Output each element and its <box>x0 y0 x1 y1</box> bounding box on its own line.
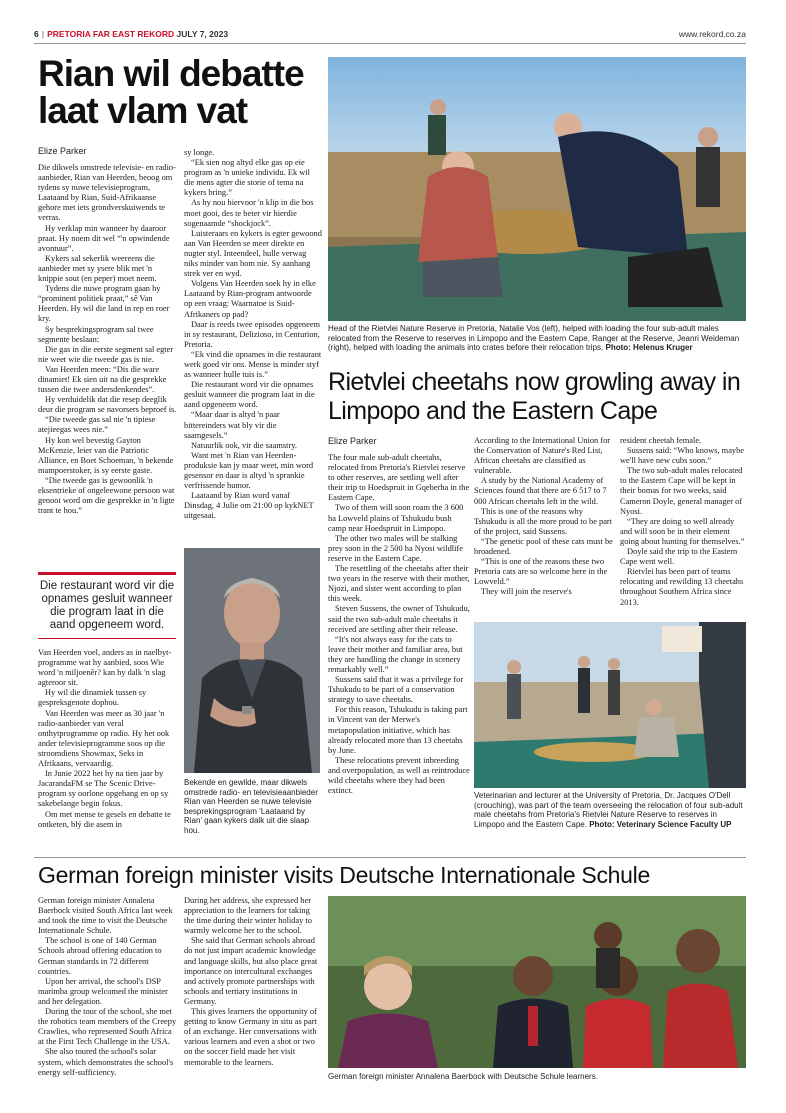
paragraph: “Die tweede gas sal nie 'n tipiese atejieegas wees nie.” <box>38 415 156 435</box>
paragraph: Kykers sal sekerlik weereens die aanbieder met sy ysere blik met 'n knippie sout (en peper) moet neem. <box>38 253 157 284</box>
rian-portrait-illustration <box>184 548 320 773</box>
paragraph: Sy besprekingsprogram sal twee segmente beslaan: <box>38 324 154 344</box>
paragraph: Want met 'n Rian van Heerden-produksie kan jy maar weet, min word gesensor en daar is altyd 'n sprankie verfrissende humor. <box>184 450 314 491</box>
paragraph: Van Heerden was meer as 30 jaar 'n radio-aanbieder van veral onthytprogramme op radio. Hy het ook ander televisieprogramme soos op die stroomdiens Showmax, Seks in Afrikaans, vervaardig. <box>38 708 170 769</box>
paragraph: Tydens die nuwe program gaan hy “prominent politiek praat,” sê Van Heerden. Hy wil die land in rep en roer kry. <box>38 284 170 324</box>
issue-date: JULY 7, 2023 <box>176 29 229 39</box>
paragraph: For this reason, Tshukudu is taking part in Vincent van der Merwe's metapopulation initiative, which has already relocated more than 13 cheetahs by June. <box>328 705 468 755</box>
paragraph: Hy kon wel bevestig Gayton McKenzie, leier van die Patriotic Alliance, en Boet Schoeman, 'n bekende mampoerstoker, is sy eerste gaste. <box>38 435 174 475</box>
paragraph: Laataand by Rian word vanaf Dinsdag, 4 Julie om 21:00 op kykNET uitgesaai. <box>184 491 314 521</box>
page-folio <box>34 29 228 39</box>
paragraph: During her address, she expressed her appreciation to the learners for taking the time during their winter holiday to warmly welcome her to the school. <box>184 896 312 936</box>
paragraph: Hy wil die dinamiek tussen sy gespreksgenote dophou. <box>38 688 147 708</box>
section-rule <box>34 857 746 858</box>
paragraph: This gives learners the opportunity of getting to know Germany in situ as part of an exchange. Her conversations with various learners and even a shot or two on the soccer field made her visit memorable to the learners. <box>184 1007 317 1067</box>
paragraph: According to the International Union for the Conservation of Nature's Red List, African cheetahs are classified as vulnerable. <box>474 436 611 476</box>
rian-byline: Elize Parker <box>38 146 87 156</box>
german-visit-illustration <box>328 896 746 1068</box>
cheetah-loading-illustration <box>328 57 746 321</box>
paragraph: Sussens said: “Who knows, maybe we'll have new cubs soon.” <box>620 446 745 466</box>
paragraph: Natuurlik ook, vir die saamstry. <box>191 440 297 450</box>
cheetah-column-2 <box>474 436 614 616</box>
rian-column-1 <box>38 163 178 563</box>
paragraph: resident cheetah female. <box>620 436 702 445</box>
cheetah-bottom-caption <box>474 791 748 829</box>
paragraph: During the tour of the school, she met the robotics team members of the Creepy Crawlies, who represented South Africa at the First Tech Challenge in the USA. <box>38 1007 177 1047</box>
paragraph: “The genetic pool of these cats must be broadened. <box>474 536 613 557</box>
paragraph: Doyle said the trip to the Eastern Cape went well. <box>620 547 738 567</box>
paragraph: Upon her arrival, the school's DSP marimba group welcomed the minister and her delegation. <box>38 976 168 1006</box>
paragraph: Rietvlei has been part of teams relocating and rewilding 13 cheetahs throughout Southern Africa since 2013. <box>620 567 744 607</box>
cheetah-column-1 <box>328 453 470 853</box>
paragraph: Hy verklap min wanneer hy daaroor praat. Hy noem dit wel “'n opwindende avontuur”. <box>38 223 170 253</box>
german-column-1 <box>38 896 178 1086</box>
paragraph: The other two males will be stalking prey soon in the 2 500 ha Nyosi wildlife reserve in the Eastern Cape. <box>328 533 463 563</box>
paragraph: In Junie 2022 het hy na tien jaar by JacarandaFM se The Scenic Drive-program sy oorlone opgehang en op sy sakebelange begin fokus. <box>38 769 169 809</box>
cheetah-column-3 <box>620 436 748 616</box>
paragraph: The resettling of the cheetahs after their two years in the reserve with their mother, Njozi, and sister went according to plan this week. <box>328 564 470 604</box>
publication-name: PRETORIA FAR EAST REKORD <box>47 29 175 39</box>
page-number: 6 <box>34 29 39 39</box>
cheetah-bottom-photo-credit: Photo: Veterinary Science Faculty UP <box>589 819 732 829</box>
cheetah-vet-photo <box>474 622 746 788</box>
german-photo-caption: German foreign minister Annalena Baerbock with Deutsche Schule learners. <box>328 1072 598 1081</box>
cheetah-top-caption-text: Head of the Rietvlei Nature Reserve in Pretoria, Natalie Vos (left), helped with loading the four sub-adult males relocated from the Reserve to reserves in Limpopo and the Eastern Cape. Ranger at the Reserve, Jeanri Weideman (right), helped with loading the animals into crates before their relocation trips. <box>328 324 740 353</box>
paragraph: This is one of the reasons why Tshukudu is all the more proud to be part of the project, said Sussens. <box>474 506 613 536</box>
paragraph: These relocations prevent inbreeding and overpopulation, as well as reintroduce wild cheetahs where they had been extinct. <box>328 755 470 796</box>
paragraph: Steven Sussens, the owner of Tshukudu, said the two sub-adult male cheetahs it received are settling after their release. <box>328 604 470 634</box>
website-link[interactable]: www.rekord.co.za <box>678 29 746 39</box>
paragraph: Volgens Van Heerden soek hy in elke Laataand by Rian-program antwoorde op een vraag: Waarnatoe is Suid-Afrikaners op pad? <box>184 279 316 319</box>
paragraph: “They are doing so well already and will soon be in their element going about hunting for themselves.” <box>620 516 745 546</box>
rian-column-1-continued <box>38 648 178 850</box>
german-visit-photo <box>328 896 746 1068</box>
rian-photo-caption: Bekende en gewilde, maar dikwels omstrede radio- en televisieaanbieder Rian van Heerden se nuwe televisie besprekingsprogram ‘Laataand by Rian’ gaan kykers dalk uit die slaap hou. <box>184 778 318 835</box>
paragraph: She said that German schools abroad do not just impart academic knowledge and language skills, but also place great importance on intercultural exchanges and actively promote partnerships with schools and tertiary institutions in Germany. <box>184 936 318 1006</box>
paragraph: Luisteraars en kykers is egter gewoond aan Van Heerden se meer direkte en nugter styl. Inteendeel, hulle verwag niks minder van hom nie. Sy aanhang strek ver en wyd. <box>184 228 322 279</box>
paragraph: “It's not always easy for the cats to leave their mother and familiar area, but they are handling the change in scenery remarkably well.” <box>328 634 463 674</box>
cheetah-bottom-caption-text: Veterinarian and lecturer at the University of Pretoria, Dr. Jacques O'Dell (crouching), was part of the team overseeing the relocation of four sub-adult male cheetahs from Pretoria's Rietvlei Nature Reserve to reserves in Limpopo and the Eastern Cape. <box>474 791 743 829</box>
paragraph: The school is one of 140 German Schools abroad offering education to German standards in 72 different countries. <box>38 936 162 976</box>
paragraph: Van Heerden voel, anders as in naelbyt-programme wat hy aanbied, soos Wie word 'n miljoenêr? kan hy dalk 'n slag agteroor sit. <box>38 648 172 688</box>
pull-quote-text: Die restaurant word vir die opnames gesluit wanneer die program laat in die aand opgeneem word. <box>39 580 175 631</box>
paragraph: They will join the reserve's <box>481 587 572 597</box>
paragraph: “Die tweede gas is gewoonlik 'n eksentrieke of ongeleewone persoon wat genooi word om die gesprekke in 'n ligte trant te hou.” <box>38 475 175 516</box>
paragraph: German foreign minister Annalena Baerbock visited South Africa last week and took the time to visit the Deutsche Internationale Schule. <box>38 896 173 936</box>
paragraph: Two of them will soon roam the 3 600 ha Lowveld plains of Tshukudu bush camp near Hoedspruit in Limpopo. <box>328 503 464 533</box>
pull-quote <box>38 572 176 639</box>
paragraph: Die dikwels omstrede televisie- en radio-aanbieder, Rian van Heerden, beoog om tydens sy nuwe televisieprogram, Laataand by Rian, Suid-Afrikaanse gehore met iets grondverskuiwends te verras. <box>38 163 176 223</box>
german-column-2 <box>184 896 322 1086</box>
rian-photo <box>184 548 320 773</box>
paragraph: A study by the National Academy of Sciences found that there are 6 517 to 7 000 African cheetahs left in the wild. <box>474 476 607 506</box>
paragraph: Sussens said that it was a privilege for Tshukudu to be part of a conservation strategy to save cheetahs. <box>328 675 464 705</box>
paragraph: “This is one of the reasons these two Pretoria cats are so welcome here in the Lowveld.” <box>474 557 608 587</box>
rian-column-2 <box>184 148 322 548</box>
cheetah-top-photo-credit: Photo: Helenus Kruger <box>605 343 693 353</box>
paragraph: Daar is reeds twee episodes opgeneem in sy restaurant, Delizioso, in Centurion, Pretoria. <box>184 319 321 349</box>
header-rule <box>34 43 746 44</box>
paragraph: “Ek sien nog altyd elke gas op eie program as 'n unieke individu. Ek wil die mens agter die storie of tema na kykers bring.” <box>184 158 310 198</box>
paragraph: Die restaurant word vir die opnames gesluit wanneer die program laat in die aand opgeneem word. <box>184 380 315 410</box>
paragraph: The four male sub-adult cheetahs, relocated from Pretoria's Rietvlei reserve to other reserves, are settling well after their trip to Hoedspruit in Gqeberha in the Eastern Cape. <box>328 453 470 503</box>
rian-headline: Rian wil debatte laat vlam vat <box>38 53 304 131</box>
cheetah-vet-illustration <box>474 622 746 788</box>
paragraph: She also toured the school's solar system, which demonstrates the school's energy self-sufficiency. <box>38 1047 174 1077</box>
cheetah-top-caption <box>328 324 746 353</box>
paragraph: sy longe. <box>184 148 215 157</box>
cheetah-headline: Rietvlei cheetahs now growling away in Limpopo and the Eastern Cape <box>328 368 741 425</box>
paragraph: “Ek vind die opnames in die restaurant werk goed vir ons. Mense is minder styf as wanneer hulle tuis is.” <box>184 349 322 380</box>
paragraph: As hy nou hiervoor 'n klip in die bos moet gooi, des te beter vir hierdie sogenaamde “shockjock”. <box>184 198 314 228</box>
paragraph: Van Heerden meen: “Dis die ware dinamiet! Ek sien uit na die gesprekke tussen die twee andersdenkendes”. <box>38 364 167 395</box>
paragraph: Die gas in die eerste segment sal egter nie weet wie die tweede gas is nie. <box>38 344 174 364</box>
paragraph: Om met mense te gesels en debatte te ontketen, blý die asem in <box>38 809 171 829</box>
cheetah-loading-photo <box>328 57 746 321</box>
german-headline: German foreign minister visits Deutsche Internationale Schule <box>38 862 650 888</box>
paragraph: Hy verduidelik dat die resep deeglik deur die program se navorsers beproef is. <box>38 395 177 415</box>
cheetah-byline: Elize Parker <box>328 436 377 446</box>
paragraph: The two sub-adult males relocated to the Eastern Cape will be kept in their bomas for two weeks, said Cameron Doyle, general manager of Nyosi. <box>620 466 743 516</box>
folio-separator: | <box>41 29 45 39</box>
paragraph: “Maar daar is altyd 'n paar bittereinders wat bly vir die saamgesels.” <box>184 410 280 440</box>
